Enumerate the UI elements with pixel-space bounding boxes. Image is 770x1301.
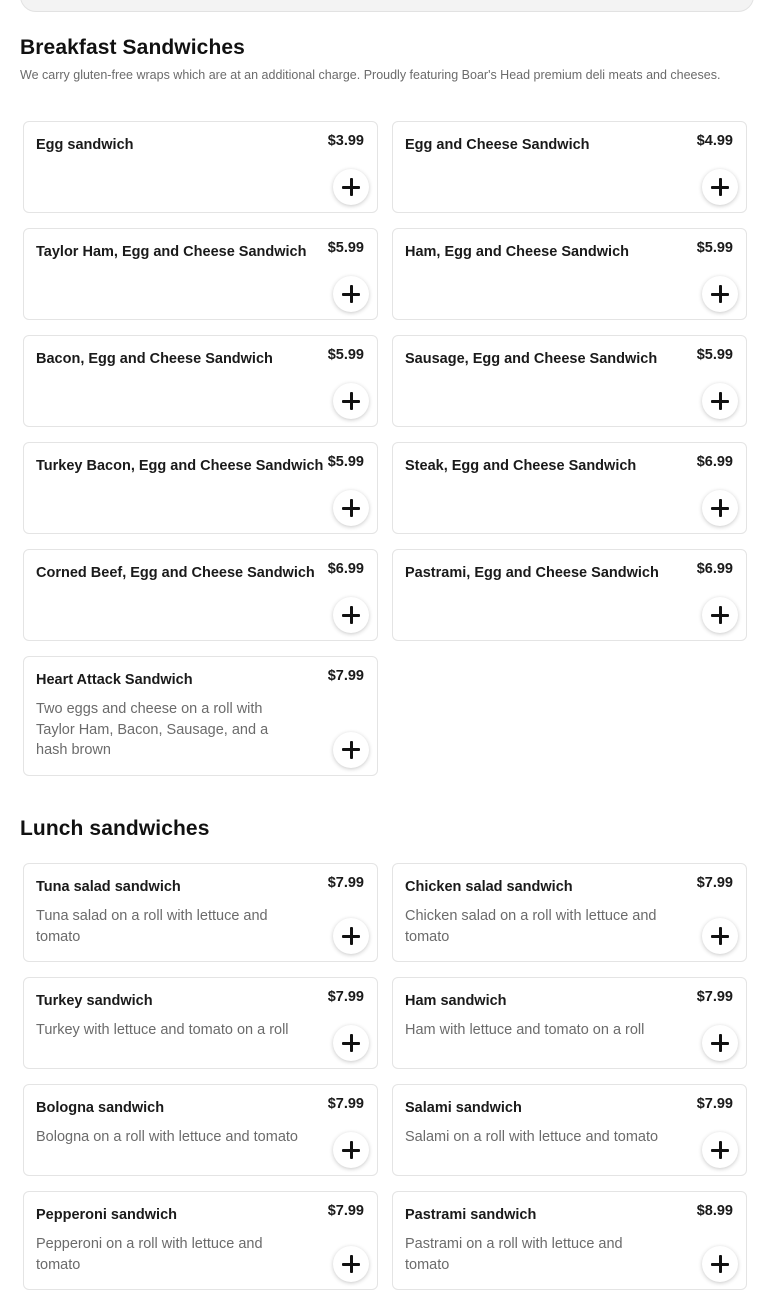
item-price: $6.99 [696, 561, 733, 577]
item-price: $7.99 [327, 668, 364, 684]
plus-icon [342, 499, 360, 517]
item-name: Egg sandwich [36, 137, 134, 153]
item-price: $7.99 [696, 1096, 733, 1112]
item-name: Taylor Ham, Egg and Cheese Sandwich [36, 244, 307, 260]
menu-item-card[interactable] [392, 549, 747, 641]
plus-icon [711, 1141, 729, 1159]
item-name: Pepperoni sandwich [36, 1207, 177, 1223]
item-price: $6.99 [327, 561, 364, 577]
menu-item-card[interactable] [392, 335, 747, 427]
item-name: Bologna sandwich [36, 1100, 165, 1116]
menu-item-card[interactable] [392, 228, 747, 320]
add-to-cart-button[interactable] [333, 1132, 369, 1168]
lunch-section-header [20, 817, 750, 841]
item-name: Pastrami, Egg and Cheese Sandwich [405, 565, 659, 581]
add-to-cart-button[interactable] [333, 918, 369, 954]
item-name: Tuna salad sandwich [36, 879, 181, 895]
section-description: We carry gluten-free wraps which are at an additional charge. Proudly featuring Boar's Head premium deli meats and cheeses. [20, 68, 721, 82]
plus-icon [711, 178, 729, 196]
plus-icon [711, 392, 729, 410]
menu-item-card[interactable] [392, 1191, 747, 1290]
menu-item-card[interactable] [392, 1084, 747, 1176]
item-price: $5.99 [327, 347, 364, 363]
item-price: $7.99 [327, 1203, 364, 1219]
plus-icon [342, 606, 360, 624]
item-name: Heart Attack Sandwich [36, 672, 193, 688]
item-description: Two eggs and cheese on a roll with Taylor Ham, Bacon, Sausage, and a hash brown [36, 701, 269, 758]
item-name: Steak, Egg and Cheese Sandwich [405, 458, 637, 474]
add-to-cart-button[interactable] [333, 1025, 369, 1061]
plus-icon [342, 1141, 360, 1159]
item-name: Pastrami sandwich [405, 1207, 537, 1223]
add-to-cart-button[interactable] [702, 276, 738, 312]
item-price: $5.99 [327, 240, 364, 256]
search-bar[interactable] [20, 0, 754, 12]
plus-icon [711, 285, 729, 303]
item-name: Ham, Egg and Cheese Sandwich [405, 244, 629, 260]
lunch-items-grid [23, 863, 747, 1290]
menu-item-card[interactable] [23, 228, 378, 320]
add-to-cart-button[interactable] [702, 1132, 738, 1168]
plus-icon [711, 927, 729, 945]
item-description: Pastrami on a roll with lettuce and tomato [405, 1236, 623, 1273]
menu-item-card[interactable] [23, 1084, 378, 1176]
menu-item-card[interactable] [392, 863, 747, 962]
add-to-cart-button[interactable] [333, 383, 369, 419]
item-price: $6.99 [696, 454, 733, 470]
menu-item-card[interactable] [392, 121, 747, 213]
item-price: $7.99 [327, 875, 364, 891]
item-description: Tuna salad on a roll with lettuce and tomato [36, 908, 268, 945]
plus-icon [342, 178, 360, 196]
item-name: Egg and Cheese Sandwich [405, 137, 590, 153]
menu-item-card[interactable] [23, 121, 378, 213]
add-to-cart-button[interactable] [333, 490, 369, 526]
item-price: $7.99 [696, 989, 733, 1005]
menu-item-card[interactable] [23, 442, 378, 534]
menu-item-card[interactable] [392, 442, 747, 534]
menu-item-card[interactable] [23, 656, 378, 776]
menu-item-card[interactable] [23, 863, 378, 962]
item-name: Corned Beef, Egg and Cheese Sandwich [36, 565, 315, 581]
item-name: Sausage, Egg and Cheese Sandwich [405, 351, 658, 367]
add-to-cart-button[interactable] [702, 169, 738, 205]
section-title: Breakfast Sandwiches [20, 36, 245, 59]
item-description: Ham with lettuce and tomato on a roll [405, 1022, 645, 1038]
plus-icon [342, 741, 360, 759]
item-price: $5.99 [696, 240, 733, 256]
item-name: Turkey sandwich [36, 993, 153, 1009]
menu-item-card[interactable] [23, 335, 378, 427]
plus-icon [342, 392, 360, 410]
item-price: $4.99 [696, 133, 733, 149]
item-name: Bacon, Egg and Cheese Sandwich [36, 351, 273, 367]
add-to-cart-button[interactable] [333, 597, 369, 633]
item-price: $7.99 [696, 875, 733, 891]
section-title: Lunch sandwiches [20, 817, 210, 840]
add-to-cart-button[interactable] [333, 1246, 369, 1282]
item-price: $5.99 [696, 347, 733, 363]
item-price: $8.99 [696, 1203, 733, 1219]
menu-item-card[interactable] [23, 549, 378, 641]
item-description: Turkey with lettuce and tomato on a roll [36, 1022, 289, 1038]
add-to-cart-button[interactable] [333, 732, 369, 768]
breakfast-items-grid [23, 121, 747, 776]
plus-icon [342, 285, 360, 303]
item-name: Chicken salad sandwich [405, 879, 573, 895]
plus-icon [711, 1255, 729, 1273]
menu-item-card[interactable] [23, 1191, 378, 1290]
add-to-cart-button[interactable] [702, 918, 738, 954]
menu-item-card[interactable] [23, 977, 378, 1069]
plus-icon [711, 499, 729, 517]
item-description: Bologna on a roll with lettuce and tomato [36, 1129, 298, 1145]
breakfast-section-header [20, 36, 750, 84]
item-name: Ham sandwich [405, 993, 507, 1009]
item-price: $7.99 [327, 1096, 364, 1112]
add-to-cart-button[interactable] [333, 169, 369, 205]
menu-item-card[interactable] [392, 977, 747, 1069]
item-description: Pepperoni on a roll with lettuce and tomato [36, 1236, 263, 1273]
item-description: Salami on a roll with lettuce and tomato [405, 1129, 659, 1145]
plus-icon [342, 1255, 360, 1273]
item-price: $3.99 [327, 133, 364, 149]
add-to-cart-button[interactable] [702, 597, 738, 633]
item-description: Chicken salad on a roll with lettuce and tomato [405, 908, 657, 945]
item-name: Turkey Bacon, Egg and Cheese Sandwich [36, 458, 324, 474]
item-price: $7.99 [327, 989, 364, 1005]
add-to-cart-button[interactable] [702, 383, 738, 419]
plus-icon [342, 1034, 360, 1052]
plus-icon [711, 1034, 729, 1052]
plus-icon [711, 606, 729, 624]
add-to-cart-button[interactable] [333, 276, 369, 312]
item-name: Salami sandwich [405, 1100, 522, 1116]
add-to-cart-button[interactable] [702, 1246, 738, 1282]
plus-icon [342, 927, 360, 945]
add-to-cart-button[interactable] [702, 1025, 738, 1061]
item-price: $5.99 [327, 454, 364, 470]
add-to-cart-button[interactable] [702, 490, 738, 526]
